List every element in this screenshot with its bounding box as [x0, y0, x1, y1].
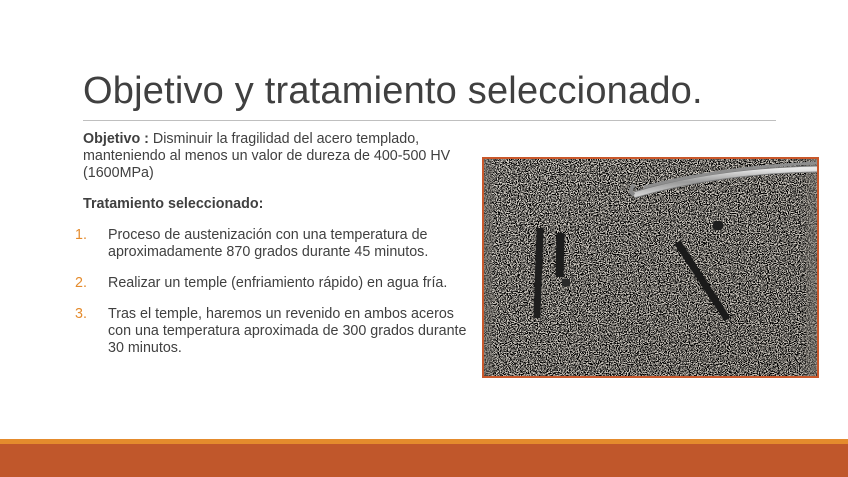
list-item [75, 275, 478, 292]
step-number: 3. [75, 306, 87, 322]
objective-label: Objetivo : [83, 131, 149, 147]
step-number: 2. [75, 275, 87, 291]
objective-text: Disminuir la fragilidad del acero templado, manteniendo al menos un valor de dureza de 400-500 HV (1600MPa) [83, 131, 451, 181]
treatment-heading: Tratamiento seleccionado: [83, 196, 264, 212]
granite-photo-image [484, 159, 817, 376]
objective-paragraph [83, 131, 478, 182]
treatment-steps [75, 227, 478, 357]
footer-band [0, 444, 848, 477]
step-text: Proceso de austenización con una temperatura de aproximadamente 870 grados durante 45 minutos. [108, 227, 429, 260]
step-text: Realizar un temple (enfriamiento rápido) en agua fría. [108, 275, 448, 291]
step-text: Tras el temple, haremos un revenido en ambos aceros con una temperatura aproximada de 300 grados durante 30 minutos. [108, 306, 467, 356]
photo-steel-samples-on-granite [482, 157, 819, 378]
slide-body [75, 131, 478, 371]
step-number: 1. [75, 227, 87, 243]
slide-title: Objetivo y tratamiento seleccionado. [83, 70, 703, 112]
list-item [75, 306, 478, 357]
title-divider [83, 120, 776, 121]
list-item [75, 227, 478, 261]
